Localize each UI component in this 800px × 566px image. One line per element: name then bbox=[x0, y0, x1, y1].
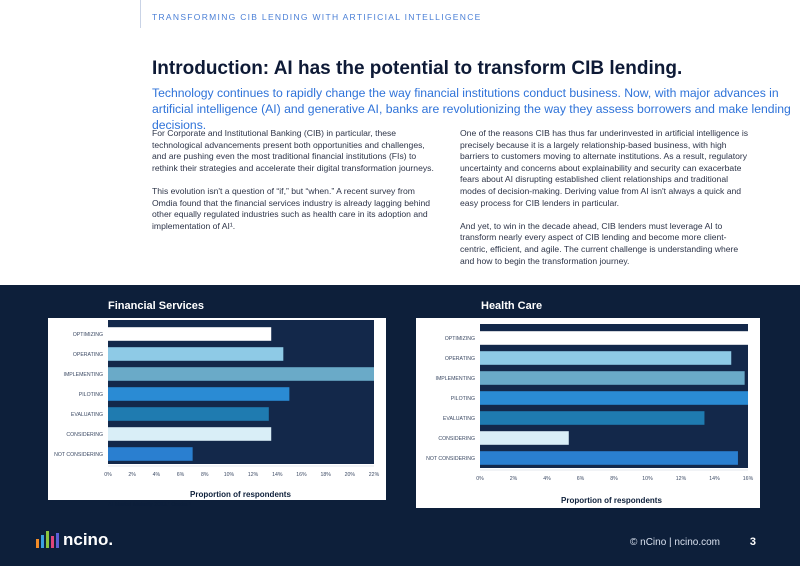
page-number: 3 bbox=[749, 536, 756, 548]
bar-considering bbox=[480, 431, 569, 445]
tick-label: 6% bbox=[176, 472, 185, 478]
tick-label: 8% bbox=[200, 472, 209, 478]
bar-piloting bbox=[108, 387, 289, 401]
tick-label: 20% bbox=[344, 472, 356, 478]
category-label: PILOTING bbox=[78, 392, 103, 398]
paragraph: For Corporate and Institutional Banking (CIB) in particular, these technological advancements present both opportunities and challenges, and are pushing even the most traditional financial institutions (FIs) to rethink their strategies and accelerate their digital transformation journeys. bbox=[152, 128, 434, 173]
category-label: NOT CONSIDERING bbox=[54, 452, 103, 458]
chart-financial-services bbox=[48, 318, 386, 500]
category-label: EVALUATING bbox=[70, 412, 103, 418]
bar-evaluating bbox=[108, 407, 269, 421]
bar-not-considering bbox=[480, 451, 738, 465]
category-label: OPTIMIZING bbox=[72, 332, 103, 338]
paragraph: And yet, to win in the decade ahead, CIB lenders must leverage AI to transform nearly every aspect of CIB lending and become more client-centric, efficient, and agile. The current challenge is understanding where and how to begin the transformation journey. bbox=[460, 220, 739, 266]
bar-implementing bbox=[480, 371, 745, 385]
category-label: IMPLEMENTING bbox=[435, 376, 475, 382]
paragraph: This evolution isn't a question of “if,” but “when.” A recent survey from Omdia found that the financial services industry is already lagging behind other equally regulated industries such as health care in its adoption and implementation of AI¹. bbox=[152, 185, 431, 231]
chart-svg-health-care bbox=[416, 318, 760, 508]
tick-label: 0% bbox=[104, 472, 112, 478]
chart-svg-financial-services bbox=[48, 318, 386, 500]
body-column-left bbox=[152, 128, 437, 244]
bar-operating bbox=[480, 351, 731, 365]
tick-label: 6% bbox=[576, 476, 585, 482]
x-axis-title: Proportion of respondents bbox=[561, 496, 662, 505]
bar-operating bbox=[108, 347, 283, 361]
body-column-right bbox=[460, 128, 750, 279]
category-label: OPTIMIZING bbox=[444, 336, 475, 342]
page-title: Introduction: AI has the potential to transform CIB lending. bbox=[152, 58, 683, 79]
tick-label: 2% bbox=[509, 476, 518, 482]
chart-health-care bbox=[416, 318, 760, 508]
tick-label: 2% bbox=[128, 472, 136, 478]
category-label: EVALUATING bbox=[442, 416, 475, 422]
tick-label: 16% bbox=[296, 472, 307, 478]
logo-bar bbox=[46, 531, 49, 548]
tick-label: 10% bbox=[223, 472, 235, 478]
logo-bar bbox=[36, 539, 39, 548]
tick-label: 12% bbox=[675, 476, 687, 482]
x-axis-title: Proportion of respondents bbox=[190, 490, 291, 499]
bar-considering bbox=[108, 427, 271, 441]
logo-mark-icon bbox=[36, 530, 59, 548]
bar-implementing bbox=[108, 367, 374, 381]
category-label: NOT CONSIDERING bbox=[426, 456, 475, 462]
logo-bar bbox=[51, 536, 54, 548]
paragraph: One of the reasons CIB has thus far underinvested in artificial intelligence is precisely because it is a largely relationship-based business, with high barriers to customers moving to alternate institutions. As a result, regulatory uncertainty and concerns about explainability and security can exacerbate fears about AI disrupting established client relationships and traditional modes of decision-making. Deriving value from AI isn't always a quick and easy process for CIB lenders in particular. bbox=[460, 128, 749, 208]
category-label: PILOTING bbox=[450, 396, 475, 402]
tick-label: 16% bbox=[742, 476, 754, 482]
tick-label: 14% bbox=[709, 476, 720, 482]
category-label: OPERATING bbox=[72, 352, 103, 358]
header-kicker: TRANSFORMING CIB LENDING WITH ARTIFICIAL INTELLIGENCE bbox=[152, 12, 482, 22]
chart-title-financial-services: Financial Services bbox=[108, 300, 204, 312]
logo-wordmark: ncino. bbox=[63, 530, 114, 549]
tick-label: 12% bbox=[247, 472, 259, 478]
logo-bar bbox=[56, 533, 59, 548]
tick-label: 4% bbox=[543, 476, 551, 482]
tick-label: 10% bbox=[642, 476, 653, 482]
tick-label: 14% bbox=[272, 472, 283, 478]
category-label: CONSIDERING bbox=[438, 436, 475, 442]
tick-label: 22% bbox=[368, 472, 380, 478]
tick-label: 8% bbox=[610, 476, 618, 482]
category-label: OPERATING bbox=[444, 356, 475, 362]
logo-bar bbox=[41, 535, 44, 548]
bar-optimizing bbox=[108, 327, 271, 341]
tick-label: 4% bbox=[152, 472, 161, 478]
intro-lead: Technology continues to rapidly change the way financial institutions conduct business. Now, with major advances in artificial intelligence (AI) and generative AI, banks are revolutionizing the way they assess borrowers and make lending decisions. bbox=[152, 86, 791, 132]
bar-not-considering bbox=[108, 447, 193, 461]
bar-evaluating bbox=[480, 411, 704, 425]
bar-piloting bbox=[480, 391, 748, 405]
category-label: IMPLEMENTING bbox=[63, 372, 103, 378]
source-note: AI Market Maturity 2023,” Omdia ¹ bbox=[108, 502, 191, 508]
footer-copyright: © nCino | ncino.com bbox=[629, 537, 720, 548]
chart-title-health-care: Health Care bbox=[481, 300, 543, 312]
header-rule bbox=[140, 0, 141, 28]
tick-label: 18% bbox=[320, 472, 331, 478]
tick-label: 0% bbox=[476, 476, 484, 482]
bar-optimizing bbox=[480, 331, 748, 345]
category-label: CONSIDERING bbox=[66, 432, 103, 438]
ncino-logo bbox=[36, 530, 113, 548]
